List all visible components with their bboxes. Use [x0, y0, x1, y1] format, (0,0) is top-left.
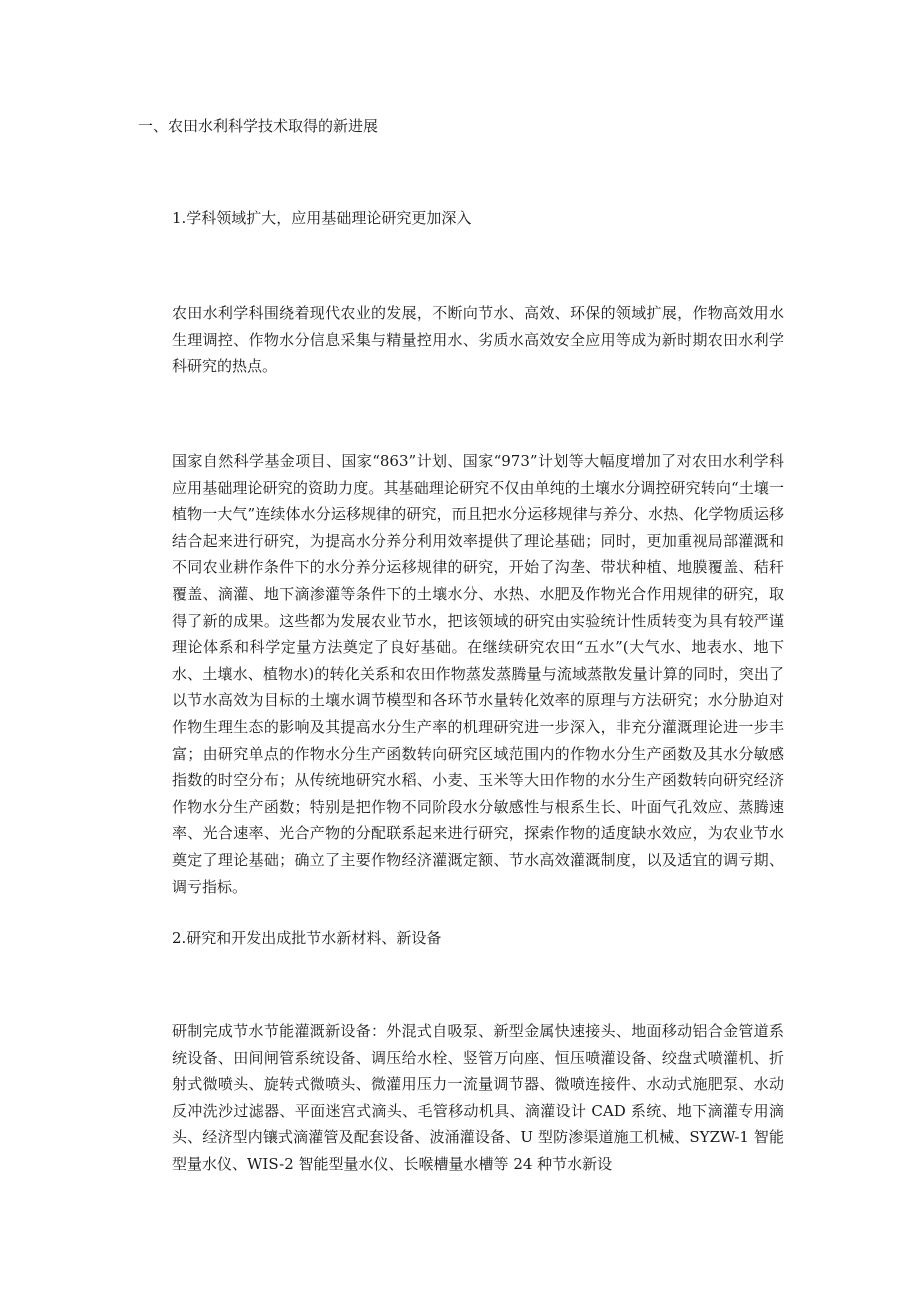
paragraph-new-equipment: 研制完成节水节能灌溉新设备：外混式自吸泵、新型金属快速接头、地面移动铝合金管道系统设备、田间闸管系统设备、调压给水栓、竖管万向座、恒压喷灌设备、绞盘式喷灌机、折射式微喷头、旋转式微喷头、微灌用压力一流量调节器、微喷连接件、水动式施肥泵、水动反冲洗沙过滤器、平面迷宫式滴头、毛管移动机具、滴灌设计 CAD 系统、地下滴灌专用滴头、经济型内镶式滴灌管及配套设备、波涌灌设备、U 型防渗渠道施工机械、SYZW-1 智能型量水仪、WIS-2 智能型量水仪、长喉槽量水槽等 24 种节水新设	[172, 1022, 784, 1173]
paragraph-funding-research: 国家自然科学基金项目、国家“863”计划、国家“973”计划等大幅度增加了对农田水利学科应用基础理论研究的资助力度。其基础理论研究不仅由单纯的土壤水分调控研究转向“土壤一植物一大气”连续体水分运移规律的研究，而且把水分运移规律与养分、水热、化学物质运移结合起来进行研究，为提高水分养分利用效率提供了理论基础；同时，更加重视局部灌溉和不同农业耕作条件下的水分养分运移规律的研究，开始了沟垄、带状种植、地膜覆盖、秸秆覆盖、滴灌、地下滴渗灌等条件下的土壤水分、水热、水肥及作物光合作用规律的研究，取得了新的成果。这些都为发展农业节水，把该领域的研究由实验统计性质转变为具有较严谨理论体系和科学定量方法奠定了良好基础。在继续研究农田“五水”(大气水、地表水、地下水、土壤水、植物水)的转化关系和农田作物蒸发蒸腾量与流域蒸散发量计算的同时，突出了以节水高效为目标的土壤水调节模型和各环节水量转化效率的原理与方法研究；水分胁迫对作物生理生态的影响及其提高水分生产率的机理研究进一步深入，非充分灌溉理论进一步丰富；由研究单点的作物水分生产函数转向研究区域范围内的作物水分生产函数及其水分敏感指数的时空分布；从传统地研究水稻、小麦、玉米等大田作物的水分生产函数转向研究经济作物水分生产函数；特别是把作物不同阶段水分敏感性与根系生长、叶面气孔效应、蒸腾速率、光合速率、光合产物的分配联系起来进行研究，探索作物的适度缺水效应，为农业节水奠定了理论基础；确立了主要作物经济灌溉定额、节水高效灌溉制度，以及适宜的调亏期、调亏指标。	[172, 452, 784, 896]
section-title: 一、农田水利科学技术取得的新进展	[138, 117, 379, 135]
subsection-2-title: 2.研究和开发出成批节水新材料、新设备	[172, 929, 442, 947]
paragraph-intro: 农田水利学科围绕着现代农业的发展，不断向节水、高效、环保的领域扩展，作物高效用水生理调控、作物水分信息采集与精量控用水、劣质水高效安全应用等成为新时期农田水利学科研究的热点。	[172, 304, 784, 376]
subsection-1-title: 1.学科领域扩大，应用基础理论研究更加深入	[172, 209, 472, 227]
